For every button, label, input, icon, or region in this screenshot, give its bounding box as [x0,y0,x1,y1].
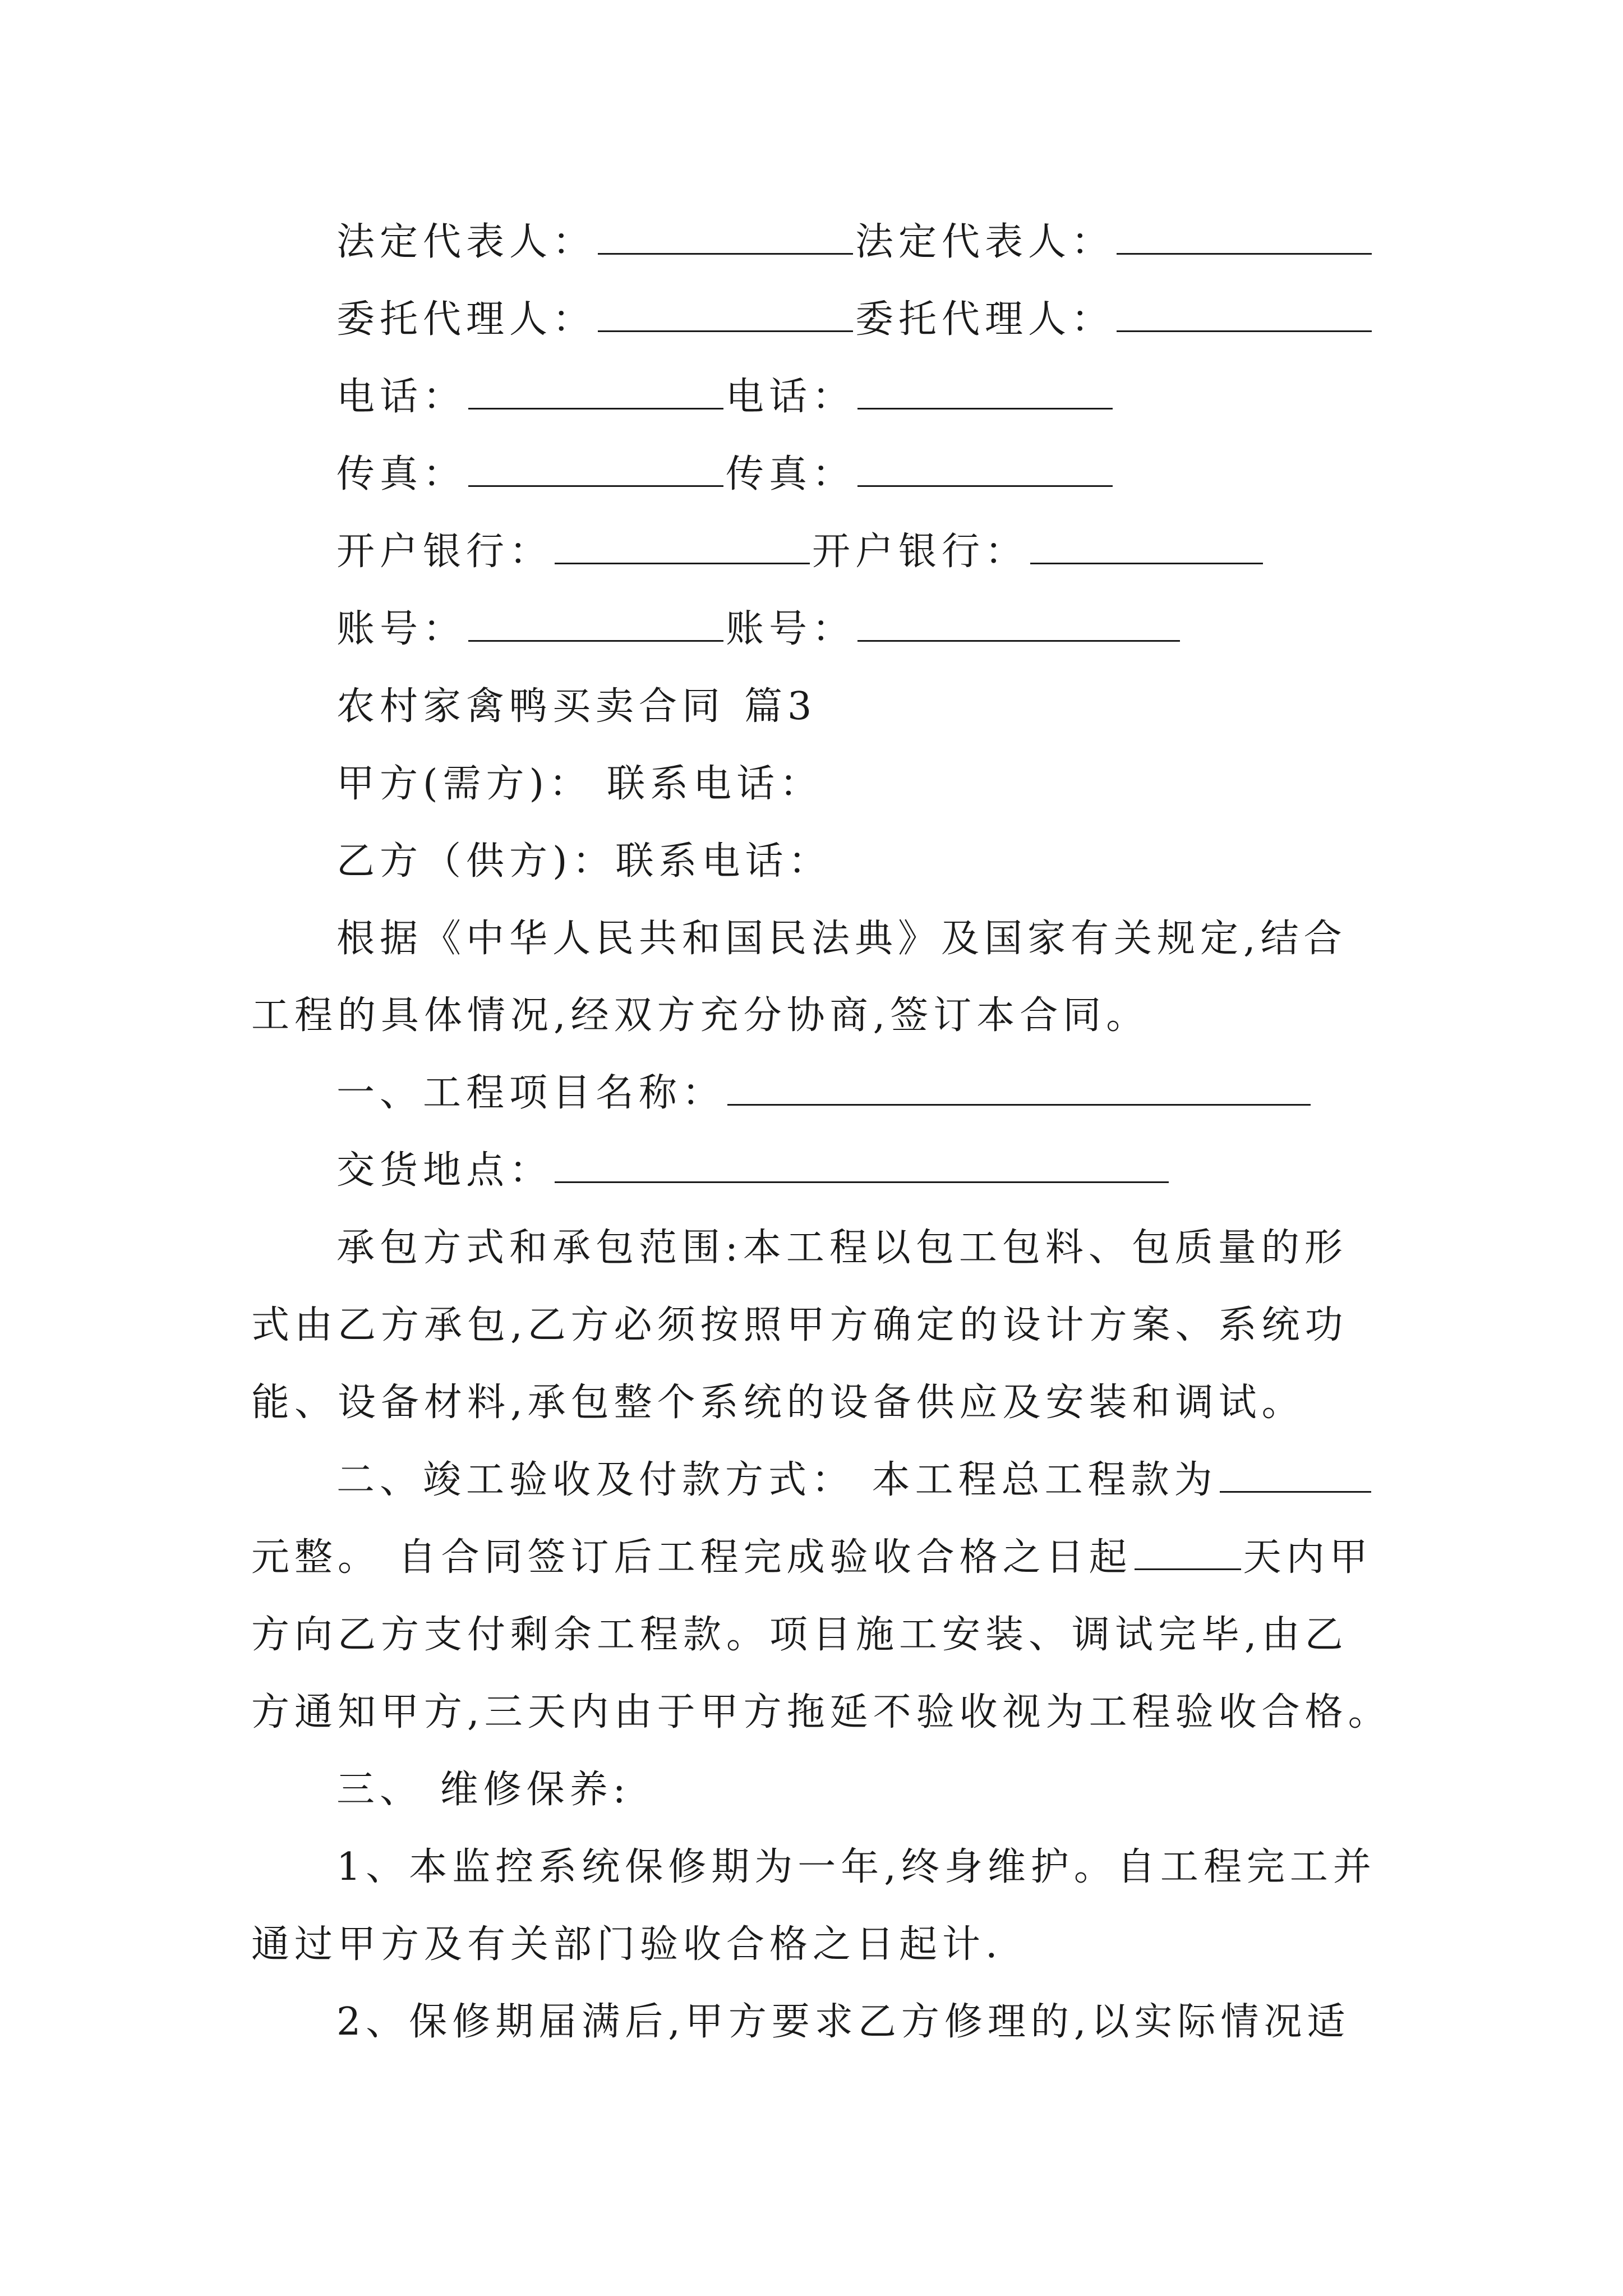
fax-label-b: 传真： [726,452,856,496]
maintenance-1-line-2: 通过甲方及有关部门验收合格之日起计. [251,1922,1003,1967]
phone-label-b: 电话： [726,375,856,419]
agent-label-b: 委托代理人： [855,297,1115,342]
delivery-place-blank [555,1179,1169,1183]
payment-text-2b: 天内甲 [1243,1535,1373,1580]
account-blank-b [857,638,1180,642]
party-b-label: 乙方（供方)： [336,839,616,884]
account-blank-a [468,638,723,642]
scope-line-1: 承包方式和承包范围:本工程以包工包料、包质量的形 [336,1226,1348,1270]
delivery-place-label: 交货地点： [336,1148,553,1193]
scope-line-2: 式由乙方承包,乙方必须按照甲方确定的设计方案、系统功 [251,1303,1348,1347]
fax-blank-b [857,483,1113,487]
phone-blank-b [857,406,1113,409]
intro-line-2: 工程的具体情况,经双方充分协商,签订本合同。 [251,993,1150,1038]
fax-blank-a [468,483,723,487]
party-a-line [336,762,823,806]
account-label-a: 账号： [336,607,467,651]
maintenance-heading: 三、 维修保养: [336,1768,631,1812]
bank-label-b: 开户银行： [812,530,1029,574]
phone-blank-a [468,406,723,409]
fax-label-a: 传真： [336,452,467,496]
payment-line-3: 方向乙方支付剩余工程款。项目施工安装、调试完毕,由乙 [251,1613,1348,1657]
legal-rep-label-b: 法定代表人： [855,220,1115,264]
payment-text-2a: 元整。 自合同签订后工程完成验收合格之日起 [251,1535,1132,1580]
legal-rep-blank-a [598,251,853,255]
bank-row [336,530,1265,574]
legal-rep-row [336,220,1374,264]
agent-label-a: 委托代理人： [336,297,596,342]
payment-text-1: 二、竣工验收及付款方式： 本工程总工程款为 [336,1458,1218,1502]
party-b-line [336,839,832,884]
title-text: 农村家禽鸭买卖合同 [336,684,726,729]
legal-rep-blank-b [1117,251,1372,255]
maintenance-2-line-1: 2、保修期届满后,甲方要求乙方修理的,以实际情况适 [336,2000,1350,2044]
fax-row [336,452,1115,496]
phone-label-a: 电话： [336,375,467,419]
project-name-line [336,1071,1313,1115]
agent-row [336,297,1374,342]
intro-line-1: 根据《中华人民共和国民法典》及国家有关规定,结合 [336,917,1347,961]
payment-line-1 [336,1458,1373,1502]
section-title [336,684,817,729]
party-a-phone-label: 联系电话： [607,762,823,806]
payment-line-2 [251,1535,1373,1580]
total-amount-blank [1220,1489,1371,1493]
title-suffix: 篇3 [744,684,817,729]
account-label-b: 账号： [726,607,856,651]
bank-blank-b [1030,560,1263,564]
maintenance-1-line-1: 1、本监控系统保修期为一年,终身维护。自工程完工并 [336,1845,1376,1889]
account-row [336,607,1182,651]
payment-line-4: 方通知甲方,三天内由于甲方拖延不验收视为工程验收合格。 [251,1690,1391,1734]
bank-blank-a [555,560,810,564]
phone-row [336,375,1115,419]
project-name-blank [727,1102,1311,1106]
agent-blank-a [598,328,853,332]
party-a-label: 甲方(需方)： [336,762,593,806]
agent-blank-b [1117,328,1372,332]
party-b-phone-label: 联系电话： [615,839,832,884]
delivery-place-line [336,1148,1171,1193]
scope-line-3: 能、设备材料,承包整个系统的设备供应及安装和调试。 [251,1381,1305,1425]
days-blank [1135,1566,1241,1570]
legal-rep-label-a: 法定代表人： [336,220,596,264]
bank-label-a: 开户银行： [336,530,553,574]
project-name-label: 一、工程项目名称： [336,1071,726,1115]
